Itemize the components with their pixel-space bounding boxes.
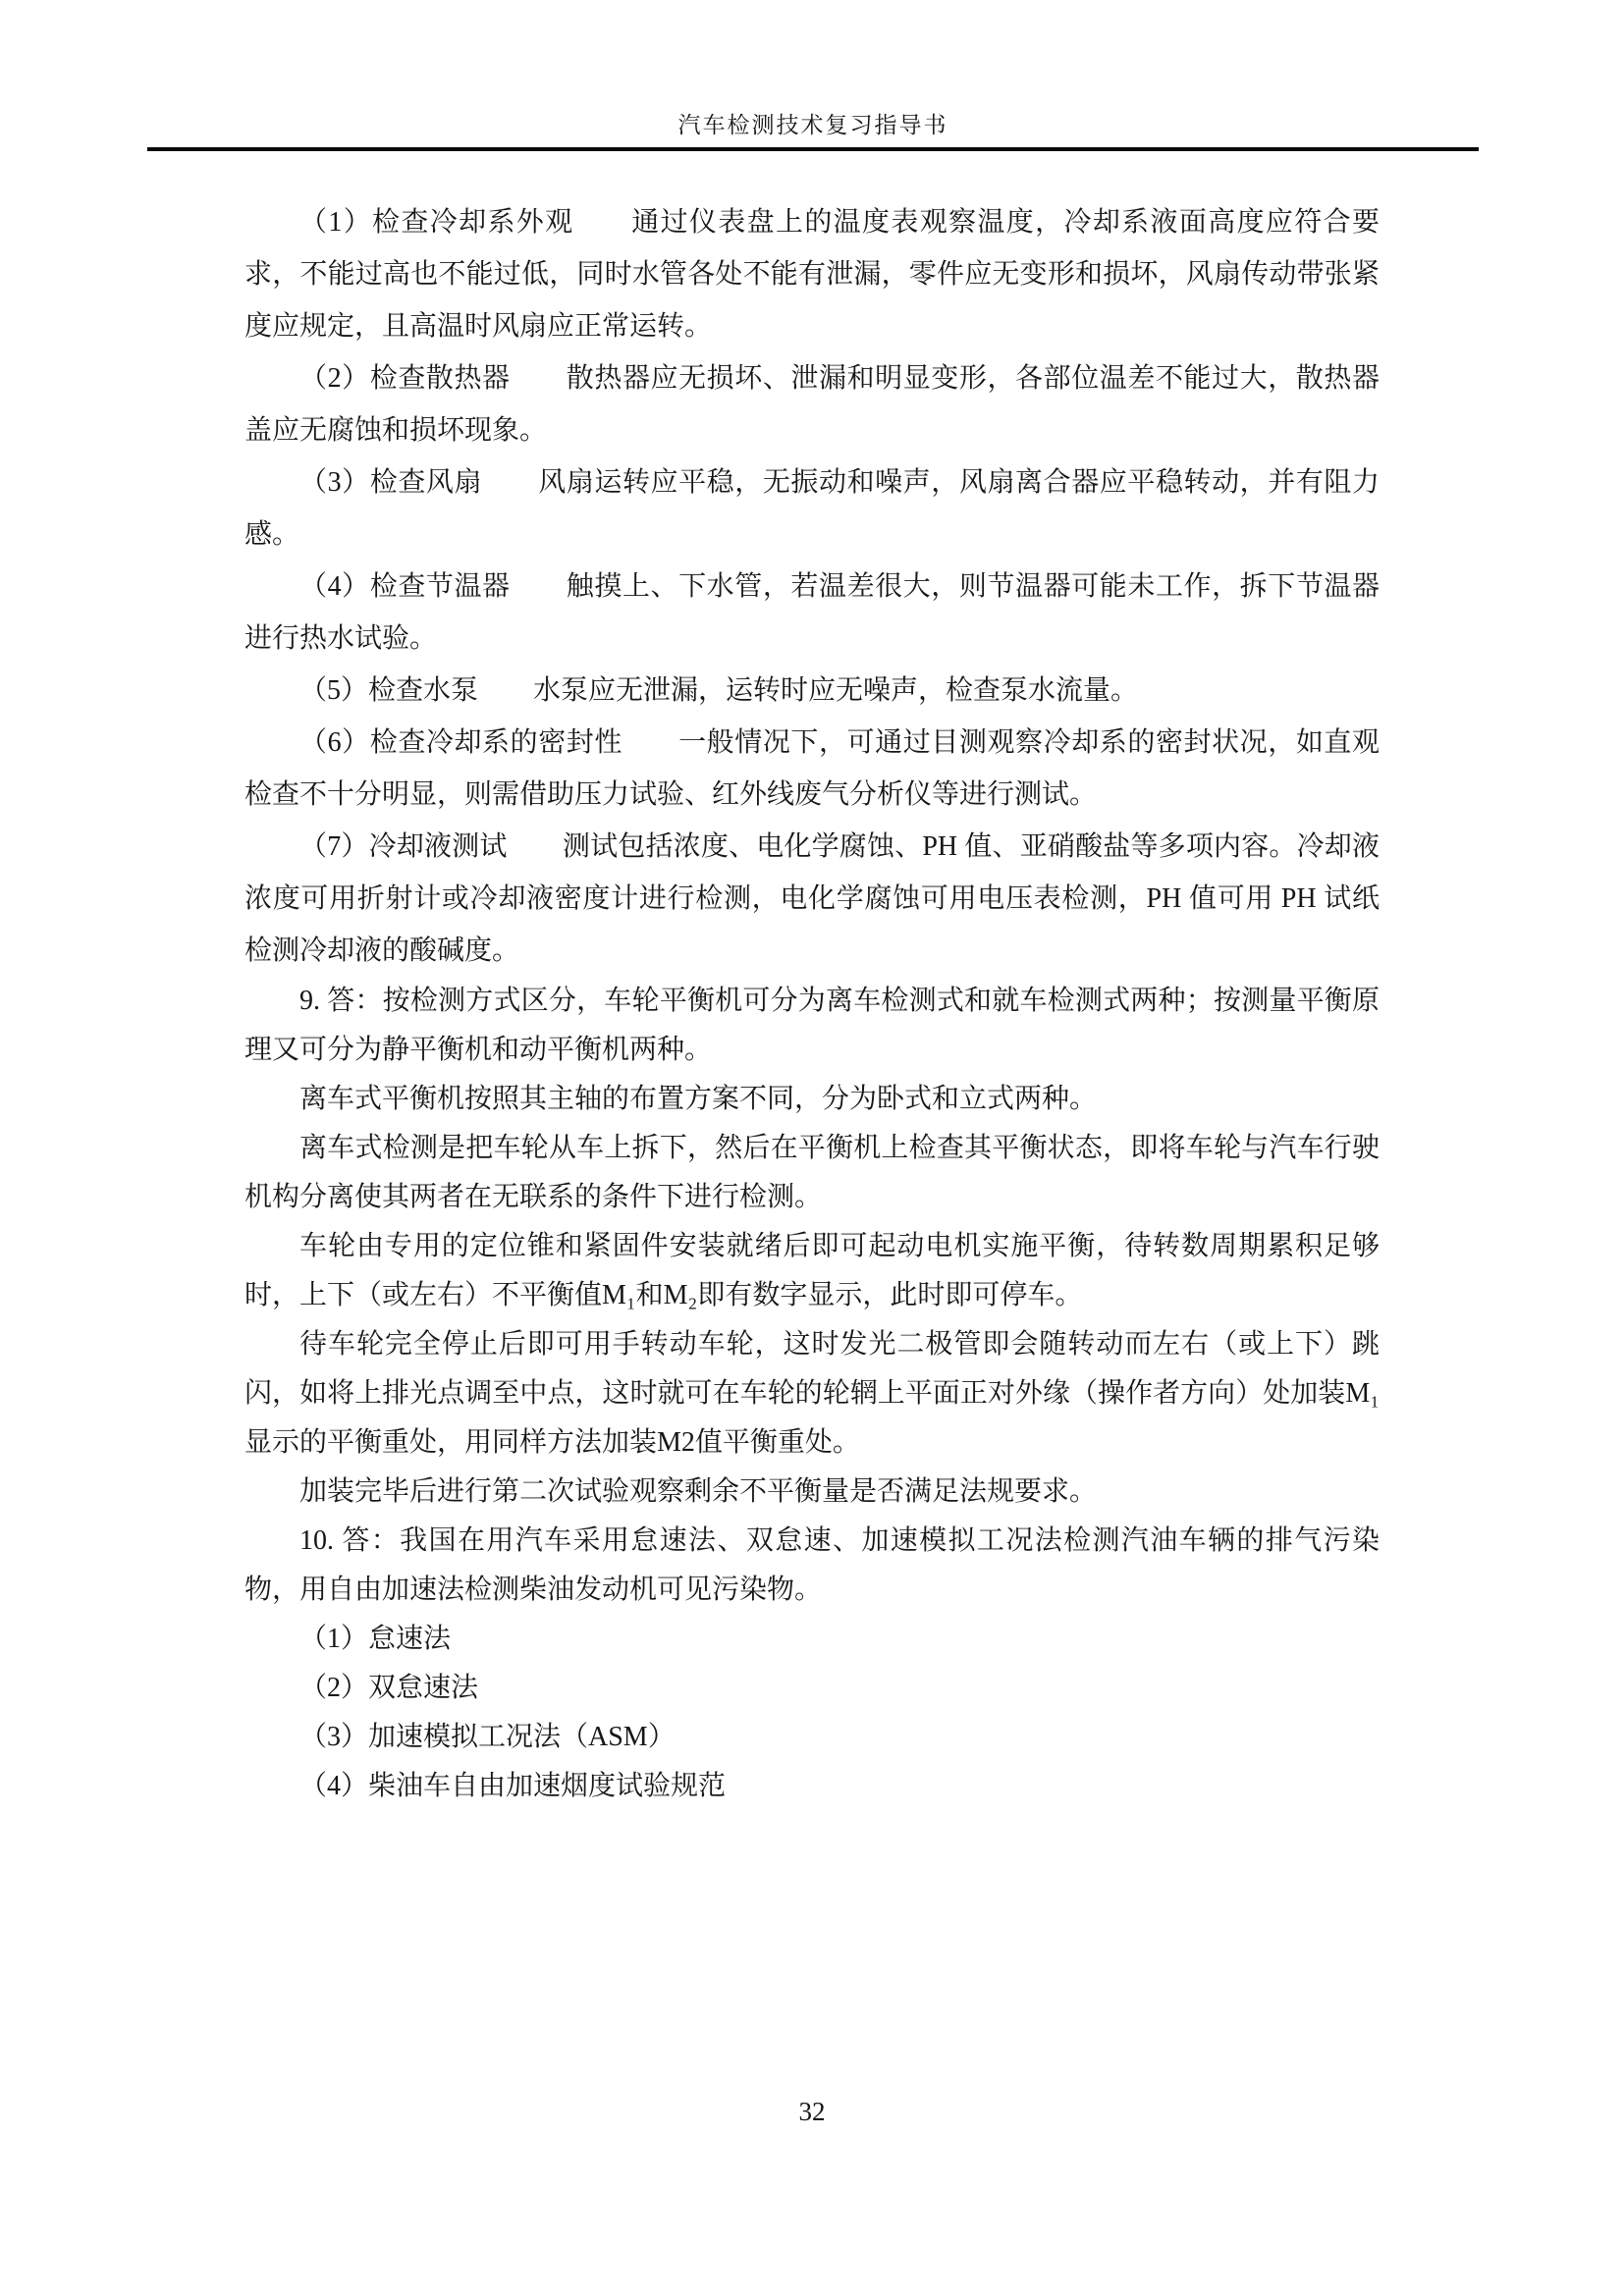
- page-body: [244, 196, 1380, 1811]
- para-wheel-stop-led: 待车轮完全停止后即可用手转动车轮，这时发光二极管即会随转动而左右（或上下）跳闪，如将上排光点调至中点，这时就可在车轮的轮辋上平面正对外缘（操作者方向）处加装M₁显示的平衡重处，用同样方法加装M2值平衡重处。: [244, 1329, 1380, 1458]
- para-check-thermostat: （4）检查节温器 触摸上、下水管，若温差很大，则节温器可能未工作，拆下节温器进行热水试验。: [244, 571, 1380, 654]
- para-off-car-detection: 离车式检测是把车轮从车上拆下，然后在平衡机上检查其平衡状态，即将车轮与汽车行驶机构分离使其两者在无联系的条件下进行检测。: [244, 1133, 1380, 1212]
- para-check-water-pump: （5）检查水泵 水泵应无泄漏，运转时应无噪声，检查泵水流量。: [299, 675, 1139, 706]
- para-check-cooling-seal: （6）检查冷却系的密封性 一般情况下，可通过目测观察冷却系的密封状况，如直观检查不十分明显，则需借助压力试验、红外线废气分析仪等进行测试。: [244, 727, 1380, 810]
- para-wheel-mounting-balance: 车轮由专用的定位锥和紧固件安装就绪后即可起动电机实施平衡，待转数周期累积足够时，上下（或左右）不平衡值M₁和M₂即有数字显示，此时即可停车。: [244, 1231, 1380, 1310]
- list-item-dual-idle-method: （2）双怠速法: [299, 1673, 479, 1703]
- running-header: [147, 112, 1479, 151]
- list-item-asm-method: （3）加速模拟工况法（ASM）: [299, 1722, 676, 1752]
- list-item-diesel-smoke-method: （4）柴油车自由加速烟度试验规范: [299, 1771, 727, 1801]
- para-check-radiator: （2）检查散热器 散热器应无损坏、泄漏和明显变形，各部位温差不能过大，散热器盖应无腐蚀和损坏现象。: [244, 363, 1380, 446]
- para-balancer-axis-types: 离车式平衡机按照其主轴的布置方案不同，分为卧式和立式两种。: [299, 1084, 1098, 1114]
- page-number: 32: [798, 2097, 826, 2126]
- list-item-idle-method: （1）怠速法: [299, 1624, 452, 1654]
- running-header-title: 汽车检测技术复习指导书: [677, 113, 948, 137]
- para-q9-answer: 9. 答：按检测方式区分，车轮平衡机可分为离车检测式和就车检测式两种；按测量平衡原理又可分为静平衡机和动平衡机两种。: [244, 986, 1380, 1065]
- para-second-test: 加装完毕后进行第二次试验观察剩余不平衡量是否满足法规要求。: [299, 1476, 1098, 1507]
- para-check-cooling-appearance: （1）检查冷却系外观 通过仪表盘上的温度表观察温度，冷却系液面高度应符合要求，不能过高也不能过低，同时水管各处不能有泄漏，零件应无变形和损坏，风扇传动带张紧度应规定，且高温时风扇应正常运转。: [244, 207, 1380, 342]
- para-q10-answer: 10. 答：我国在用汽车采用怠速法、双怠速、加速模拟工况法检测汽油车辆的排气污染物，用自由加速法检测柴油发动机可见污染物。: [244, 1525, 1380, 1605]
- para-check-fan: （3）检查风扇 风扇运转应平稳，无振动和噪声，风扇离合器应平稳转动，并有阻力感。: [244, 467, 1380, 550]
- para-coolant-test: （7）冷却液测试 测试包括浓度、电化学腐蚀、PH 值、亚硝酸盐等多项内容。冷却液浓度可用折射计或冷却液密度计进行检测，电化学腐蚀可用电压表检测，PH 值可用 PH 试纸检测冷却液的酸碱度。: [244, 831, 1380, 966]
